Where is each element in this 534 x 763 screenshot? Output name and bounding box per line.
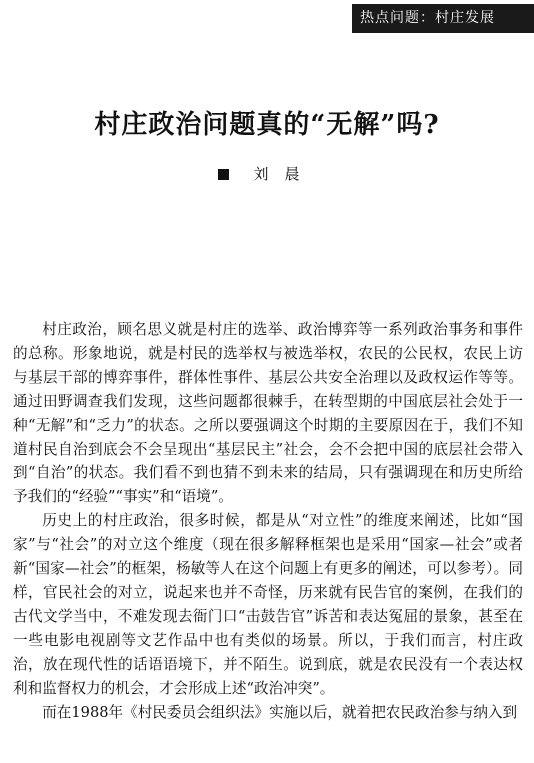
section-tag: 热点问题：村庄发展 (352, 4, 534, 33)
article-body (13, 318, 523, 724)
article-title: 村庄政治问题真的“无解”吗? (94, 110, 440, 140)
paragraph-2: 历史上的村庄政治，很多时候，都是从“对立性”的维度来阐述，比如“国家”与“社会”的对立这个维度（现在很多解释框架也是采用“国家—社会”或者新“国家—社会”的框架，杨敏等人在这个问题上有更多的阐述，可以参考）。同样，官民社会的对立，说起来也并不奇怪，历来就有民告官的案例，在我们的古代文学当中，不难发现去衙门口“击鼓告官”诉苦和表达冤屈的景象，甚至在一些电影电视剧等文艺作品中也有类似的场景。所以，于我们而言，村庄政治，放在现代性的话语语境下，并不陌生。说到底，就是农民没有一个表达权利和监督权力的机会，才会形成上述“政治冲突”。 (13, 512, 523, 697)
byline (0, 163, 534, 184)
paragraph-3: 而在1988年《村民委员会组织法》实施以后，就着把农民政治参与纳入到 (42, 703, 518, 721)
paragraph-1: 村庄政治，顾名思义就是村庄的选举、政治博弈等一系列政治事务和事件的总称。形象地说，就是村民的选举权与被选举权，农民的公民权，农民上访与基层干部的博弈事件，群体性事件、基层公共安全治理以及政权运作等等。通过田野调查我们发现，这些问题都很棘手，在转型期的中国底层社会处于一种“无解”和“乏力”的状态。之所以要强调这个时期的主要原因在于，我们不知道村民自治到底会不会呈现出“基层民主”社会，会不会把中国的底层社会带入到“自治”的状态。我们看不到也猜不到未来的结局，只有强调现在和历史所给予我们的“经验”“事实”和“语境”。 (13, 321, 523, 506)
black-square-icon (218, 169, 229, 180)
author-name: 刘晨 (253, 165, 316, 183)
